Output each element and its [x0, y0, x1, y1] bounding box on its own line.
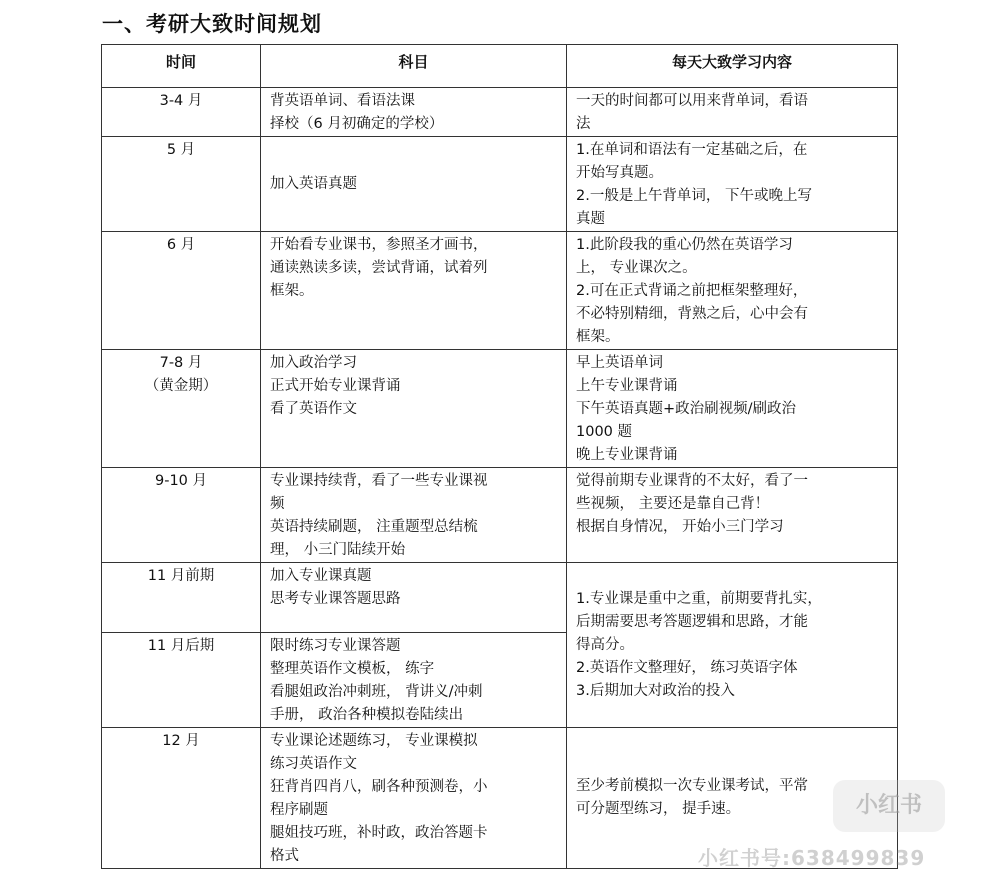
- daily-line: 2.可在正式背诵之前把框架整理好，: [576, 283, 808, 299]
- daily-line: 真题: [576, 211, 605, 227]
- daily-line: 1.在单词和语法有一定基础之后，在: [576, 142, 808, 158]
- subject-cell: [261, 88, 567, 137]
- subject-cell: [261, 137, 567, 232]
- daily-line: 开始写真题。: [576, 165, 663, 181]
- daily-line: 根据自身情况， 开始小三门学习: [576, 519, 784, 535]
- time-cell: [102, 728, 261, 869]
- table-row: [102, 563, 898, 633]
- daily-line: 2.一般是上午背单词， 下午或晚上写: [576, 188, 812, 204]
- time-text: 11 月后期: [147, 638, 215, 654]
- daily-cell: [567, 350, 898, 468]
- subject-cell: [261, 728, 567, 869]
- time-text: 5 月: [166, 142, 196, 158]
- time-text: 7-8 月: [159, 355, 203, 371]
- subject-line: 专业课持续背，看了一些专业课视: [270, 473, 488, 489]
- subject-line: 腿姐技巧班，补时政，政治答题卡: [270, 825, 488, 841]
- subject-line: 英语持续刷题， 注重题型总结梳: [270, 519, 478, 535]
- time-cell: [102, 468, 261, 563]
- subject-line: 加入专业课真题: [270, 568, 372, 584]
- daily-cell: [567, 137, 898, 232]
- subject-cell: [261, 468, 567, 563]
- subject-line: 看腿姐政治冲刺班， 背讲义/冲刺: [270, 684, 483, 700]
- page-heading: 一、考研大致时间规划: [102, 12, 322, 36]
- subject-cell: [261, 563, 567, 633]
- daily-line: 觉得前期专业课背的不太好，看了一: [576, 473, 808, 489]
- subject-line: 看了英语作文: [270, 401, 357, 417]
- daily-line: 不必特别精细，背熟之后，心中会有: [576, 306, 808, 322]
- daily-line: 框架。: [576, 329, 620, 345]
- daily-line: 1.此阶段我的重心仍然在英语学习: [576, 237, 793, 253]
- daily-line: 些视频， 主要还是靠自己背！: [576, 496, 770, 512]
- header-subject: 科目: [261, 45, 567, 88]
- subject-line: 加入英语真题: [270, 175, 357, 192]
- daily-line: 上， 专业课次之。: [576, 260, 697, 276]
- daily-line: 法: [576, 116, 591, 132]
- daily-line: 晚上专业课背诵: [576, 447, 678, 463]
- time-cell: [102, 232, 261, 350]
- subject-line: 专业课论述题练习， 专业课模拟: [270, 733, 478, 749]
- daily-line: 一天的时间都可以用来背单词，看语: [576, 93, 808, 109]
- time-text: （黄金期）: [144, 378, 218, 394]
- time-text: 3-4 月: [159, 93, 203, 109]
- subject-line: 整理英语作文模板， 练字: [270, 661, 435, 677]
- subject-line: 手册， 政治各种模拟卷陆续出: [270, 707, 464, 723]
- daily-cell: [567, 88, 898, 137]
- subject-line: 频: [270, 496, 285, 512]
- subject-line: 练习英语作文: [270, 756, 357, 772]
- time-text: 6 月: [166, 237, 196, 253]
- time-cell: [102, 350, 261, 468]
- daily-line: 1000 题: [576, 424, 633, 440]
- subject-line: 理， 小三门陆续开始: [270, 542, 406, 558]
- daily-line: 2.英语作文整理好， 练习英语字体: [576, 659, 798, 676]
- subject-line: 程序刷题: [270, 802, 328, 818]
- table-header-row: [102, 45, 898, 88]
- subject-line: 通读熟读多读，尝试背诵，试着列: [270, 260, 488, 276]
- subject-line: 正式开始专业课背诵: [270, 378, 401, 394]
- watermark-text: 小红书号:638499839: [698, 846, 926, 870]
- header-daily: 每天大致学习内容: [567, 45, 898, 88]
- daily-line: 下午英语真题+政治刷视频/刷政治: [576, 401, 797, 417]
- subject-cell: [261, 350, 567, 468]
- daily-line: 3.后期加大对政治的投入: [576, 682, 735, 699]
- subject-line: 背英语单词、看语法课: [270, 93, 415, 109]
- subject-line: 开始看专业课书，参照圣才画书，: [270, 237, 488, 253]
- subject-line: 格式: [270, 848, 299, 864]
- header-time: 时间: [102, 45, 261, 88]
- table-row: [102, 350, 898, 468]
- daily-cell: [567, 232, 898, 350]
- time-cell: [102, 88, 261, 137]
- daily-line: 可分题型练习， 提手速。: [576, 801, 741, 817]
- time-cell: [102, 633, 261, 728]
- watermark-logo: 小红书: [833, 780, 945, 832]
- table-row: [102, 468, 898, 563]
- daily-cell: [567, 563, 898, 728]
- subject-line: 框架。: [270, 283, 314, 299]
- daily-line: 得高分。: [576, 636, 634, 653]
- daily-line: 上午专业课背诵: [576, 378, 678, 394]
- subject-line: 加入政治学习: [270, 355, 357, 371]
- subject-line: 狂背肖四肖八，刷各种预测卷，小: [270, 779, 488, 795]
- time-cell: [102, 563, 261, 633]
- daily-line: 1.专业课是重中之重，前期要背扎实，: [576, 590, 822, 607]
- subject-cell: [261, 633, 567, 728]
- table-row: [102, 137, 898, 232]
- time-text: 12 月: [162, 733, 200, 749]
- subject-line: 择校（6 月初确定的学校）: [270, 116, 444, 132]
- daily-line: 早上英语单词: [576, 355, 663, 371]
- study-plan-table: [101, 44, 898, 869]
- daily-cell: [567, 468, 898, 563]
- daily-line: 后期需要思考答题逻辑和思路，才能: [576, 613, 808, 630]
- subject-line: 思考专业课答题思路: [270, 591, 401, 607]
- subject-line: 限时练习专业课答题: [270, 638, 401, 654]
- subject-cell: [261, 232, 567, 350]
- time-cell: [102, 137, 261, 232]
- time-text: 11 月前期: [147, 568, 215, 584]
- table-row: [102, 88, 898, 137]
- table-row: [102, 232, 898, 350]
- time-text: 9-10 月: [154, 473, 208, 489]
- daily-line: 至少考前模拟一次专业课考试，平常: [576, 778, 808, 794]
